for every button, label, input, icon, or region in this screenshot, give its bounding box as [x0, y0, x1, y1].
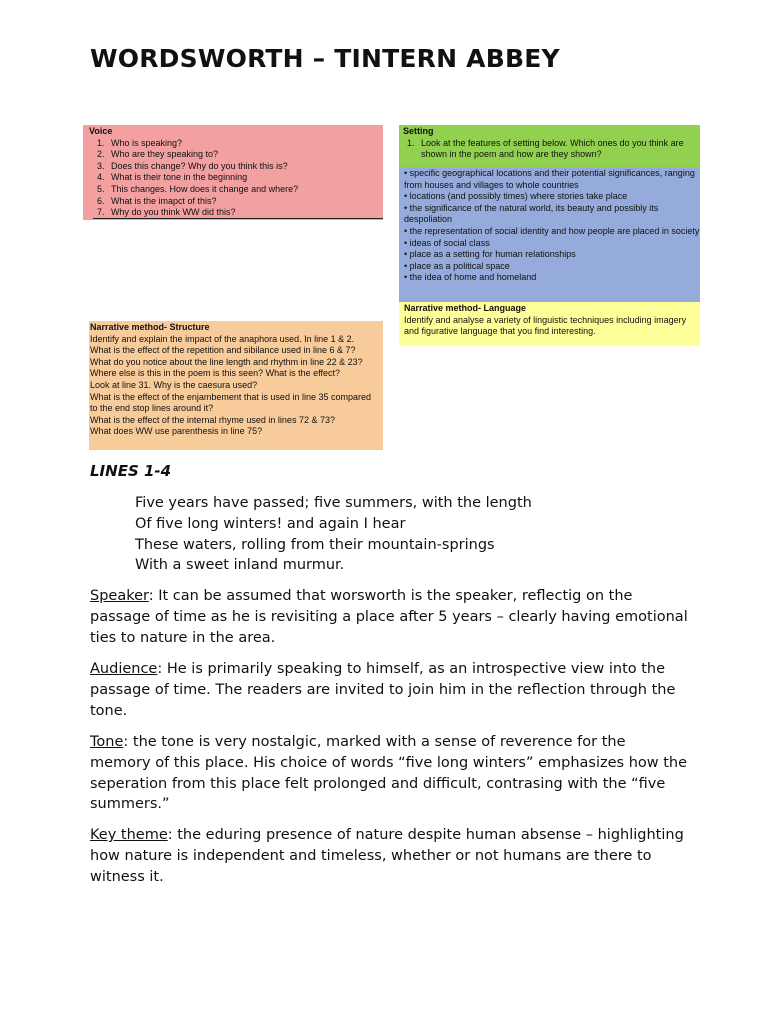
voice-box: [83, 125, 383, 220]
setting-question: 1. Look at the features of setting below. Which ones do you think are shown in the poem and how are they shown?: [417, 138, 700, 161]
voice-question: 2. Who are they speaking to?: [107, 149, 383, 161]
structure-line: What is the effect of the enjambement that is used in line 35 compared: [90, 391, 371, 402]
voice-question: 5. This changes. How does it change and where?: [107, 184, 383, 196]
voice-underline: [93, 218, 383, 219]
voice-question: 7. Why do you think WW did this?: [107, 207, 383, 219]
setting-point: • place as a setting for human relationships: [404, 249, 576, 260]
voice-question: 6. What is the imapct of this?: [107, 196, 383, 208]
structure-line: Look at line 31. Why is the caesura used?: [90, 379, 258, 390]
structure-heading: Narrative method- Structure: [90, 322, 210, 332]
setting-question-list: [403, 138, 700, 161]
section-heading: LINES 1-4: [90, 462, 172, 480]
poem-line: These waters, rolling from their mountain-springs: [135, 536, 495, 553]
setting-points-list: [404, 168, 700, 284]
audience-paragraph: [90, 659, 690, 721]
speaker-term: Speaker: [90, 588, 149, 604]
audience-term: Audience: [90, 661, 158, 677]
page-title: WORDSWORTH – TINTERN ABBEY: [90, 44, 560, 73]
voice-question-list: [89, 138, 383, 219]
setting-point: • specific geographical locations and their potential significances, ranging from houses and villages to whole countries: [404, 168, 695, 190]
setting-point: • the representation of social identity and how people are placed in society: [404, 225, 700, 236]
structure-line: What do you notice about the line length and rhythm in line 22 & 23?: [90, 356, 363, 367]
structure-box: [89, 321, 383, 450]
setting-heading: Setting: [403, 126, 434, 136]
structure-line: What does WW use parenthesis in line 75?: [90, 426, 263, 437]
key-theme-term: Key theme: [90, 827, 168, 843]
structure-line: Where else is this in the poem is this seen? What is the effect?: [90, 368, 340, 379]
tone-paragraph: [90, 732, 690, 815]
setting-point: • place as a political space: [404, 260, 510, 271]
structure-line: Identify and explain the impact of the anaphora used. In line 1 & 2.: [90, 333, 355, 344]
poem-line: Five years have passed; five summers, with the length: [135, 495, 532, 511]
tone-term: Tone: [90, 734, 124, 750]
speaker-text: : It can be assumed that worsworth is the speaker, reflectig on the passage of time as he is revisiting a place after 5 years – clearly having emotional ties to nature in the area.: [90, 588, 688, 646]
setting-points-box: [399, 167, 700, 302]
speaker-paragraph: [90, 586, 690, 648]
tone-text: : the tone is very nostalgic, marked with a sense of reverence for the memory of this place. His choice of words “five long winters” emphasizes how the seperation from this place felt prolonged and difficult, contrasing with the “five summers.”: [90, 734, 688, 813]
language-text: Identify and analyse a variety of linguistic techniques including imagery and figurative language that you find interesting.: [404, 314, 687, 337]
poem-excerpt: [135, 493, 532, 576]
poem-line: Of five long winters! and again I hear: [135, 515, 406, 532]
setting-box: [399, 125, 700, 167]
poem-line: With a sweet inland murmur.: [135, 557, 345, 574]
voice-question: 3. Does this change? Why do you think this is?: [107, 161, 383, 173]
audience-text: : He is primarily speaking to himself, as an introspective view into the passage of time. The readers are invited to join him in the reflection through the tone.: [90, 661, 676, 719]
voice-question: 1. Who is speaking?: [107, 138, 383, 150]
key-theme-paragraph: [90, 825, 690, 887]
language-box: [399, 302, 700, 346]
setting-point: • locations (and possibly times) where stories take place: [404, 191, 628, 202]
setting-point: • the significance of the natural world, its beauty and possibly its despoliation: [404, 202, 659, 225]
voice-question: 4. What is their tone in the beginning: [107, 172, 383, 184]
setting-point: • ideas of social class: [404, 237, 490, 248]
structure-line: What is the effect of the internal rhyme used in lines 72 & 73?: [90, 414, 335, 425]
key-theme-text: : the eduring presence of nature despite human absense – highlighting how nature is independent and timeless, whether or not humans are there to witness it.: [90, 827, 684, 885]
setting-point: • the idea of home and homeland: [404, 272, 537, 283]
language-heading: Narrative method- Language: [404, 303, 527, 313]
structure-line: to the end stop lines around it?: [90, 403, 214, 414]
structure-line: What is the effect of the repetition and sibilance used in line 6 & 7?: [90, 345, 356, 356]
voice-heading: Voice: [89, 126, 113, 136]
